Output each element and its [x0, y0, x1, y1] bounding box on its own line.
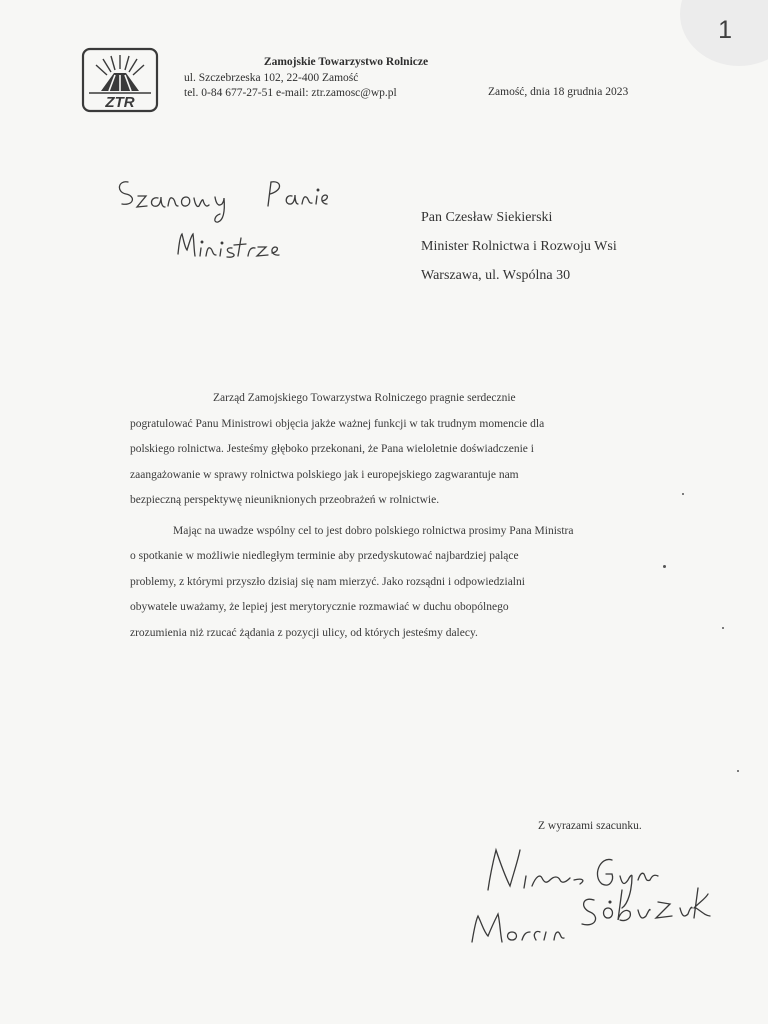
scan-speck [663, 565, 666, 568]
logo-text: ZTR [105, 94, 135, 111]
org-name: Zamojskie Towarzystwo Rolnicze [263, 56, 429, 68]
body-line: polskiego rolnictwa. Jesteśmy głęboko przekonani, że Pana wieloletnie doświadczenie i [130, 443, 534, 455]
scan-speck [737, 770, 739, 772]
scan-speck [722, 627, 724, 629]
body-paragraph-2 [130, 519, 650, 647]
recipient-name: Pan Czesław Siekierski [421, 210, 553, 225]
body-line: zaangażowanie w sprawy rolnictwa polskiego jak i europejskiego zagwarantuje nam [130, 468, 519, 481]
letter-date: Zamość, dnia 18 grudnia 2023 [488, 86, 629, 98]
closing-line: Z wyrazami szacunku. [538, 820, 642, 832]
org-contact: tel. 0-84 677-27-51 e-mail: ztr.zamosc@wp.pl [184, 87, 397, 99]
body-line: bezpieczną perspektywę nieuniknionych przeobrażeń w rolnictwie. [130, 494, 440, 506]
page-number: 1 [718, 16, 732, 44]
body-line: pogratulować Panu Ministrowi objęcia jakże ważnej funkcji w tak trudnym momencie dla [130, 417, 545, 430]
handwritten-salutation-icon [114, 170, 354, 270]
body-line: problemy, z którymi przyszło dzisiaj się nam mierzyć. Jako rozsądni i odpowiedzialni [130, 575, 525, 588]
recipient-title: Minister Rolnictwa i Rozwoju Wsi [421, 239, 617, 254]
body-paragraph-1 [130, 386, 650, 514]
body-line: zrozumienia niż rzucać żądania z pozycji ulicy, od których jesteśmy dalecy. [130, 626, 478, 639]
scan-speck [682, 493, 684, 495]
body-line: Mając na uwadze wspólny cel to jest dobro polskiego rolnictwa prosimy Pana Ministra [173, 524, 574, 537]
ztr-logo-icon [81, 47, 159, 113]
letterhead [184, 55, 464, 102]
body-line: o spotkanie w możliwie niedległym terminie aby przedyskutować najbardziej palące [130, 550, 519, 562]
org-address: ul. Szczebrzeska 102, 22-400 Zamość [184, 71, 359, 84]
recipient-block [421, 203, 617, 290]
recipient-address: Warszawa, ul. Wspólna 30 [421, 268, 571, 283]
body-line: obywatele uważamy, że lepiej jest merytorycznie rozmawiać w duchu obopólnego [130, 601, 509, 613]
body-line: Zarząd Zamojskiego Towarzystwa Rolniczego pragnie serdecznie [213, 392, 516, 404]
handwritten-signatures-icon [462, 836, 722, 956]
letter-body [130, 386, 650, 651]
